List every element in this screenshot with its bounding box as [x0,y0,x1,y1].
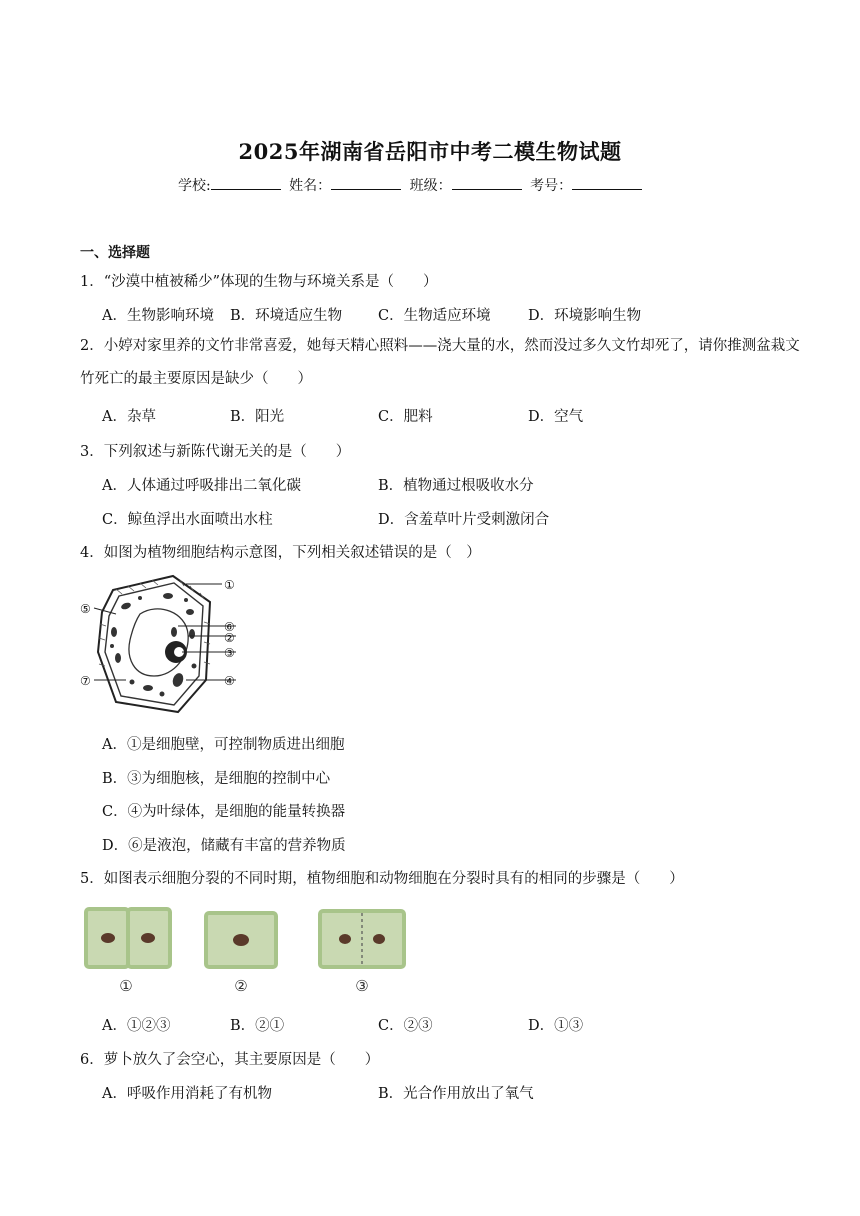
question-1-stem: 1．“沙漠中植被稀少”体现的生物与环境关系是（ ） [80,274,438,290]
question-5-stem: 5．如图表示细胞分裂的不同时期，植物细胞和动物细胞在分裂时具有的相同的步骤是（ ） [80,871,684,887]
q3-option-b[interactable]: B．植物通过根吸收水分 [378,478,534,494]
division-label-2: ② [234,977,248,995]
q5-option-b[interactable]: B．②① [230,1018,285,1034]
division-label-3: ③ [355,977,369,995]
plant-cell-diagram [78,572,248,717]
q3-option-d[interactable]: D．含羞草叶片受刺激闭合 [378,512,550,528]
q2-option-a[interactable]: A．杂草 [102,409,156,425]
question-6-stem: 6．萝卜放久了会空心，其主要原因是（ ） [80,1052,380,1068]
q4-option-c[interactable]: C．④为叶绿体，是细胞的能量转换器 [102,804,346,820]
division-label-1: ① [119,977,133,995]
division-stage-3 [320,911,404,967]
name-label: 姓名： [289,178,332,194]
cell-label-5: ⑤ [80,602,91,616]
name-blank[interactable] [331,177,401,190]
question-4-stem: 4．如图为植物细胞结构示意图，下列相关叙述错误的是（ ） [80,545,481,561]
school-blank[interactable] [211,177,281,190]
cell-label-2: ② [224,631,235,645]
school-label: 学校: [178,178,211,194]
q3-option-c[interactable]: C．鲸鱼浮出水面喷出水柱 [102,512,273,528]
q4-option-a[interactable]: A．①是细胞壁，可控制物质进出细胞 [102,737,345,753]
cell-label-6: ⑥ [224,620,235,634]
class-label: 班级： [409,178,452,194]
q4-option-d[interactable]: D．⑥是液泡，储藏有丰富的营养物质 [102,838,346,854]
page-title: 2025年湖南省岳阳市中考二模生物试题 [238,139,622,164]
q1-option-c[interactable]: C．生物适应环境 [378,308,491,324]
question-2-stem: 2．小婷对家里养的文竹非常喜爱，她每天精心照料——浇大量的水，然而没过多久文竹却死了，请你推测盆栽文竹死亡的最主要原因是缺少（ ） [80,338,800,387]
class-blank[interactable] [452,177,522,190]
q2-option-d[interactable]: D．空气 [528,409,584,425]
q2-option-c[interactable]: C．肥料 [378,409,433,425]
q5-option-d[interactable]: D．①③ [528,1018,584,1034]
q2-option-b[interactable]: B．阳光 [230,409,285,425]
division-stage-1 [86,909,170,967]
section-heading: 一、选择题 [80,245,150,261]
student-info-line [178,175,646,195]
cell-label-3: ③ [224,646,235,660]
q1-option-d[interactable]: D．环境影响生物 [528,308,642,324]
q4-option-b[interactable]: B．③为细胞核，是细胞的控制中心 [102,771,331,787]
cell-label-7: ⑦ [80,674,91,688]
q5-option-c[interactable]: C．②③ [378,1018,433,1034]
division-stage-2 [206,913,276,967]
q6-option-b[interactable]: B．光合作用放出了氧气 [378,1086,534,1102]
exam-no-blank[interactable] [572,177,642,190]
q6-option-a[interactable]: A．呼吸作用消耗了有机物 [102,1086,272,1102]
question-3-stem: 3．下列叙述与新陈代谢无关的是（ ） [80,444,351,460]
cell-division-diagram [80,905,410,1000]
q5-option-a[interactable]: A．①②③ [102,1018,171,1034]
cell-label-4: ④ [224,674,235,688]
q1-option-b[interactable]: B．环境适应生物 [230,308,343,324]
exam-no-label: 考号： [530,178,573,194]
q1-option-a[interactable]: A．生物影响环境 [102,308,214,324]
q3-option-a[interactable]: A．人体通过呼吸排出二氧化碳 [102,478,301,494]
cell-label-1: ① [224,578,235,592]
